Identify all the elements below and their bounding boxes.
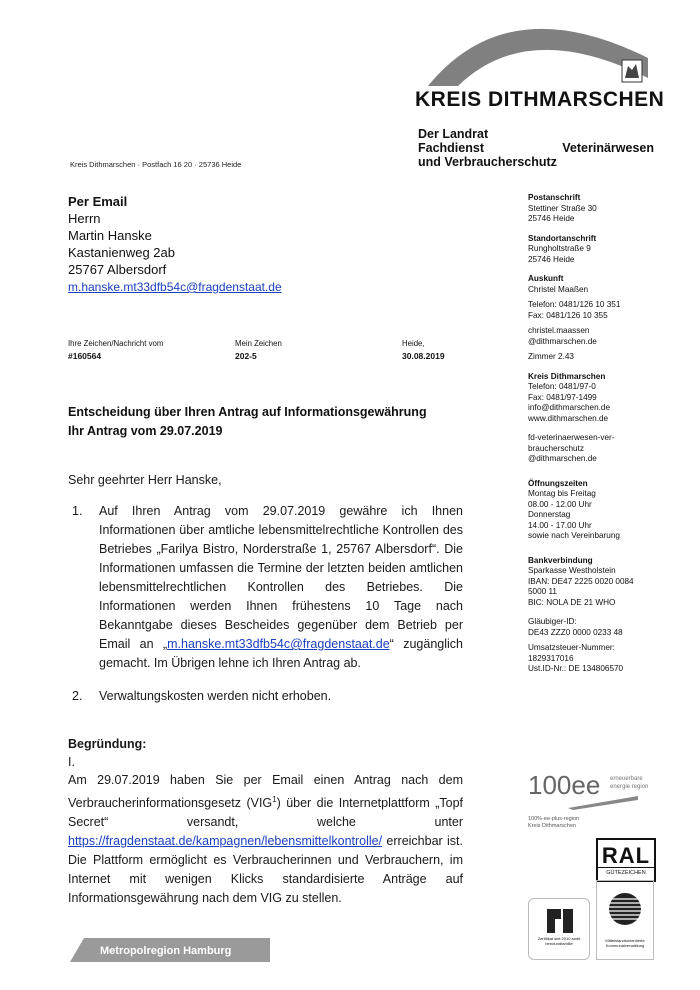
ral-logo-text: RAL	[601, 842, 651, 868]
subject	[68, 403, 427, 441]
recipient-street: Kastanienweg 2ab	[68, 245, 175, 260]
recipient-salutation: Herrn	[68, 211, 101, 226]
kreis-logo-arc	[418, 8, 650, 88]
kreis-fax: Fax: 0481/97-1499	[528, 392, 597, 402]
kreis-website: www.dithmarschen.de	[528, 413, 609, 423]
fachdienst-label: Fachdienst	[418, 141, 484, 155]
list-item	[68, 687, 463, 706]
100ee-sub-2: Kreis Dithmarschen	[528, 823, 576, 828]
coat-of-arms-icon	[622, 60, 642, 82]
ref-mein	[235, 338, 282, 362]
auskunft-email-1: christel.maassen	[528, 326, 590, 335]
item1-text-a: Auf Ihren Antrag vom 29.07.2019 gewähre ich Ihnen Informationen über amtliche lebensmittelrechtliche Kontrollen des Betriebes „Farilya Bistro, Norderstraße 1, 25767 Albersdorf“. Die Informationen umfassen die Termine der letzten beiden amtlichen lebensmittelrechtlichen Kontrollen des Betriebes. Die Informationen werden Ihnen frühestens 10 Tage nach Bekanntgabe dieses Bescheides gegenüber dem Betrieb per Email an „	[99, 504, 463, 651]
ref-mein-label: Mein Zeichen	[235, 339, 282, 348]
recipient-name: Martin Hanske	[68, 228, 152, 243]
post-city: 25746 Heide	[528, 214, 575, 223]
ref-ort-label: Heide,	[402, 339, 425, 348]
ral-guetezeichen: GÜTEZEICHEN	[598, 867, 654, 876]
ref-ihre-value: #160564	[68, 351, 102, 361]
recipient-email-link[interactable]: m.hanske.mt33dfb54c@fragdenstaat.de	[68, 280, 282, 294]
platform-link[interactable]: https://fragdenstaat.de/kampagnen/lebensmittelkontrolle/	[68, 834, 383, 849]
para-text-c: erreichbar ist. Die Plattform ermöglicht es Verbraucherinnen und Verbrauchern, im Internet mit wenigen Klicks standardisierte Anträge auf Informationsgewährung nach dem VIG zu stellen.	[68, 834, 463, 906]
para-text-a: Am 29.07.2019 haben Sie per Email einen Antrag nach dem Verbraucherinformationsgesetz (VIG	[68, 773, 463, 811]
sender-line: Kreis Dithmarschen · Postfach 16 20 · 25736 Heide	[70, 160, 242, 169]
list-item-number: 2.	[72, 689, 83, 703]
opening-line: 08.00 - 12.00 Uhr	[528, 499, 592, 509]
100ee-logo-text: 100ee	[528, 770, 601, 800]
auskunft-heading: Auskunft	[528, 274, 564, 283]
contact-sidebar	[528, 193, 668, 675]
100ee-small-2: energie region	[610, 784, 649, 790]
ref-datum-value: 30.08.2019	[402, 351, 445, 361]
veterinar-label: Veterinärwesen	[562, 141, 654, 155]
kreis-email: info@dithmarschen.de	[528, 403, 611, 412]
begruendung-paragraph	[68, 771, 463, 908]
bank-line: IBAN: DE47 2225 0020 0084	[528, 576, 634, 586]
standort-city: 25746 Heide	[528, 254, 575, 264]
postanschrift-heading: Postanschrift	[528, 193, 581, 202]
per-email-label: Per Email	[68, 194, 128, 209]
100ee-small-1: erneuerbare	[610, 776, 643, 782]
begruendung-heading: Begründung:	[68, 737, 147, 751]
landrat-title: Der Landrat	[418, 127, 489, 141]
kommunal-certificate-logo	[596, 880, 654, 960]
post-street: Stettiner Straße 30	[528, 203, 597, 213]
ref-mein-value: 202-5	[235, 351, 257, 361]
item1-email-link[interactable]: m.hanske.mt33dfb54c@fragdenstaat.de	[167, 637, 390, 651]
stripe-globe-icon	[603, 885, 647, 937]
kreis-phone: Telefon: 0481/97-0	[528, 382, 596, 391]
subject-line-1: Entscheidung über Ihren Antrag auf Informationsgewährung	[68, 405, 427, 419]
section-numeral: I.	[68, 755, 75, 769]
recipient-city: 25767 Albersdorf	[68, 262, 167, 277]
ref-ihre-label: Ihre Zeichen/Nachricht vom	[68, 339, 164, 348]
kommunal-certificate-text: Mittelstandsorientierte Kommunalverwaltung	[605, 938, 645, 948]
metropolregion-text: Metropolregion Hamburg	[100, 945, 232, 957]
auskunft-name: Christel Maaßen	[528, 284, 589, 294]
fd-email-2: braucherschutz	[528, 443, 584, 453]
list-item	[68, 502, 463, 673]
ref-ihre	[68, 338, 163, 362]
decision-list	[68, 502, 463, 720]
vat-value: 1829317016	[528, 653, 574, 663]
recipient-address	[68, 193, 282, 296]
ref-datum	[402, 338, 445, 362]
100ee-sub-1: 100%-ee-plus-region	[528, 816, 580, 822]
bank-line: 5000 11	[528, 587, 557, 596]
opening-line: 14.00 - 17.00 Uhr	[528, 520, 592, 530]
letter-salutation: Sehr geehrter Herr Hanske,	[68, 473, 222, 487]
item1-text-b: “ zugänglich gemacht. Im Übrigen lehne ich Ihren Antrag ab.	[99, 637, 463, 670]
opening-heading: Öffnungszeiten	[528, 478, 588, 488]
kreis-logo-text: KREIS DITHMARSCHEN	[415, 88, 665, 111]
creditor-value: DE43 ZZZ0 0000 0233 48	[528, 627, 623, 637]
auskunft-room: Zimmer 2.43	[528, 352, 574, 361]
100ee-logo	[528, 768, 653, 828]
vat-label: Umsatzsteuer-Nummer:	[528, 643, 615, 652]
list-item-text: Verwaltungskosten werden nicht erhoben.	[99, 689, 332, 703]
fd-email-1: fd-veterinaerwesen-ver-	[528, 433, 615, 442]
standort-street: Rungholtstraße 9	[528, 244, 591, 253]
auskunft-phone: Telefon: 0481/126 10 351	[528, 300, 621, 309]
auskunft-email-2: @dithmarschen.de	[528, 336, 597, 346]
subject-line-2: Ihr Antrag vom 29.07.2019	[68, 424, 223, 438]
audit-icon	[539, 905, 579, 935]
verbraucher-label: und Verbraucherschutz	[418, 155, 557, 169]
bank-line: BIC: NOLA DE 21 WHO	[528, 597, 616, 607]
opening-line: sowie nach Vereinbarung	[528, 531, 620, 540]
audit-certificate-logo	[528, 898, 590, 960]
list-item-text	[99, 502, 463, 673]
metropolregion-logo	[70, 938, 270, 962]
standort-heading: Standortanschrift	[528, 233, 597, 243]
opening-line: Donnerstag	[528, 510, 571, 519]
footnote-ref[interactable]: 1	[272, 795, 277, 804]
para-text-b: ) über die Internetplattform „Topf Secret“ versandt, welche unter	[68, 796, 463, 830]
creditor-label: Gläubiger-ID:	[528, 617, 577, 626]
opening-line: Montag bis Freitag	[528, 489, 596, 498]
vat-id: Ust.ID-Nr.: DE 134806570	[528, 664, 624, 673]
fd-email-3: @dithmarschen.de	[528, 454, 597, 463]
list-item-number: 1.	[72, 504, 83, 518]
ral-logo	[596, 838, 656, 882]
kreis-heading: Kreis Dithmarschen	[528, 371, 606, 381]
bank-line: Sparkasse Westholstein	[528, 566, 616, 575]
bank-heading: Bankverbindung	[528, 555, 593, 565]
department-block	[418, 127, 654, 169]
auskunft-fax: Fax: 0481/126 10 355	[528, 310, 608, 320]
audit-certificate-text: Zertifikat seit 2010 audit berufundfamilie	[537, 936, 581, 946]
